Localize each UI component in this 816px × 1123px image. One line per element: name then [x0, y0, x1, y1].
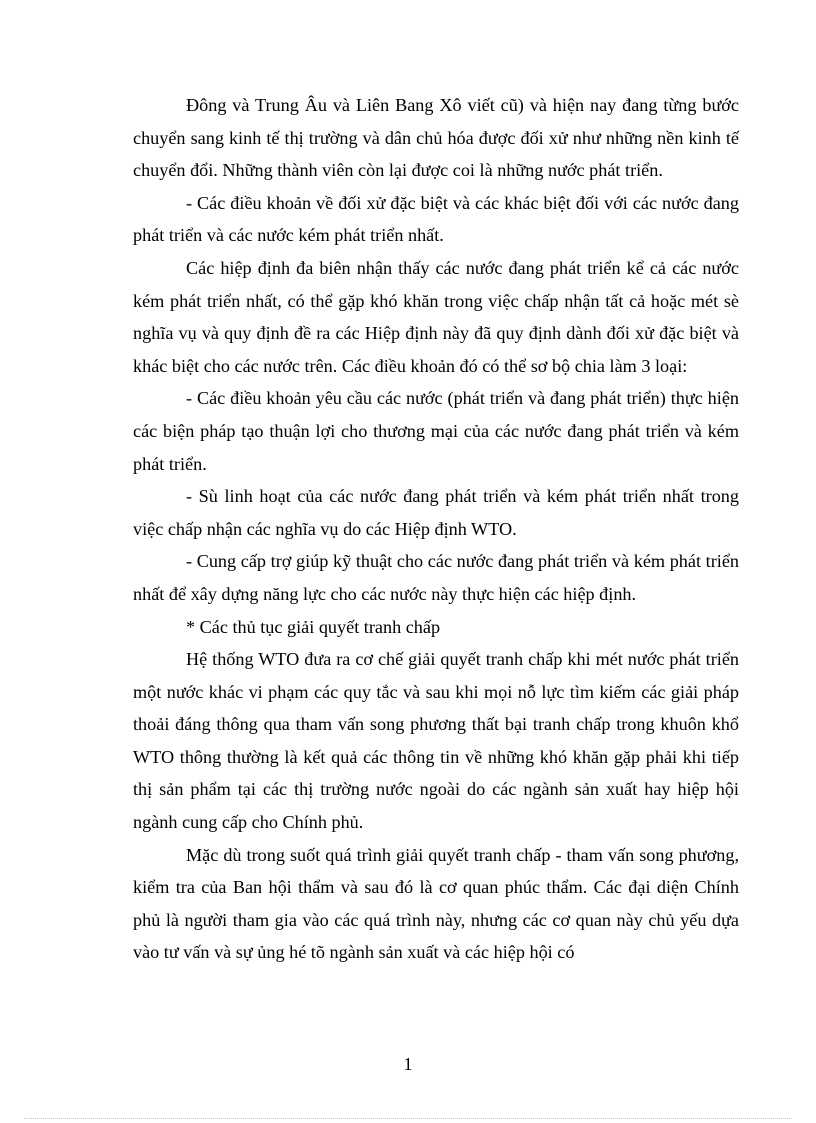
paragraph-7: Hệ thống WTO đưa ra cơ chế giải quyết tranh chấp khi mét nước phát triển một nước khác vi phạm các quy tắc và sau khi mọi nỗ lực tìm kiếm các giải pháp thoải đáng thông qua tham vấn song phương thất bại tranh chấp trong khuôn khổ WTO thông thường là kết quả các thông tin về những khó khăn gặp phải khi tiếp thị sản phẩm tại các thị trường nước ngoài do các ngành sản xuất hay hiệp hội ngành cung cấp cho Chính phủ. — [133, 649, 739, 833]
section-heading: * Các thủ tục giải quyết tranh chấp — [186, 616, 441, 637]
paragraph-8: Mặc dù trong suốt quá trình giải quyết tranh chấp - tham vấn song phương, kiểm tra của Ban hội thẩm và sau đó là cơ quan phúc thẩm. Các đại diện Chính phủ là người tham gia vào các quá trình này, nhưng các cơ quan này chủ yếu dựa vào tư vấn và sự ủng hé tõ ngành sản xuất và các hiệp hội có — [133, 844, 739, 963]
page-bottom-divider — [24, 1118, 792, 1119]
paragraph-2: - Các điều khoản về đối xử đặc biệt và các khác biệt đối với các nước đang phát triển và các nước kém phát triển nhất. — [133, 192, 739, 246]
paragraph-1: Đông và Trung Âu và Liên Bang Xô viết cũ) và hiện nay đang từng bước chuyển sang kinh tế thị trường và dân chủ hóa được đối xử như những nền kinh tế chuyển đổi. Những thành viên còn lại được coi là những nước phát triển. — [133, 95, 739, 181]
document-body — [133, 89, 739, 969]
paragraph-5: - Sù linh hoạt của các nước đang phát triển và kém phát triển nhất trong việc chấp nhận các nghĩa vụ do các Hiệp định WTO. — [133, 486, 739, 539]
paragraph-4: - Các điều khoản yêu cầu các nước (phát triển và đang phát triển) thực hiện các biện pháp tạo thuận lợi cho thương mại của các nước đang phát triển và kém phát triển. — [133, 388, 739, 474]
page-number: 1 — [403, 1054, 413, 1074]
paragraph-3: Các hiệp định đa biên nhận thấy các nước đang phát triển kể cả các nước kém phát triển nhất, có thể gặp khó khăn trong việc chấp nhận tất cả hoặc mét sè nghĩa vụ và quy định đề ra các Hiệp định này đã quy định dành đối xử đặc biệt và khác biệt cho các nước trên. Các điều khoản đó có thể sơ bộ chia làm 3 loại: — [133, 257, 739, 376]
paragraph-6: - Cung cấp trợ giúp kỹ thuật cho các nước đang phát triển và kém phát triển nhất để xây dựng năng lực cho các nước này thực hiện các hiệp định. — [133, 551, 739, 604]
